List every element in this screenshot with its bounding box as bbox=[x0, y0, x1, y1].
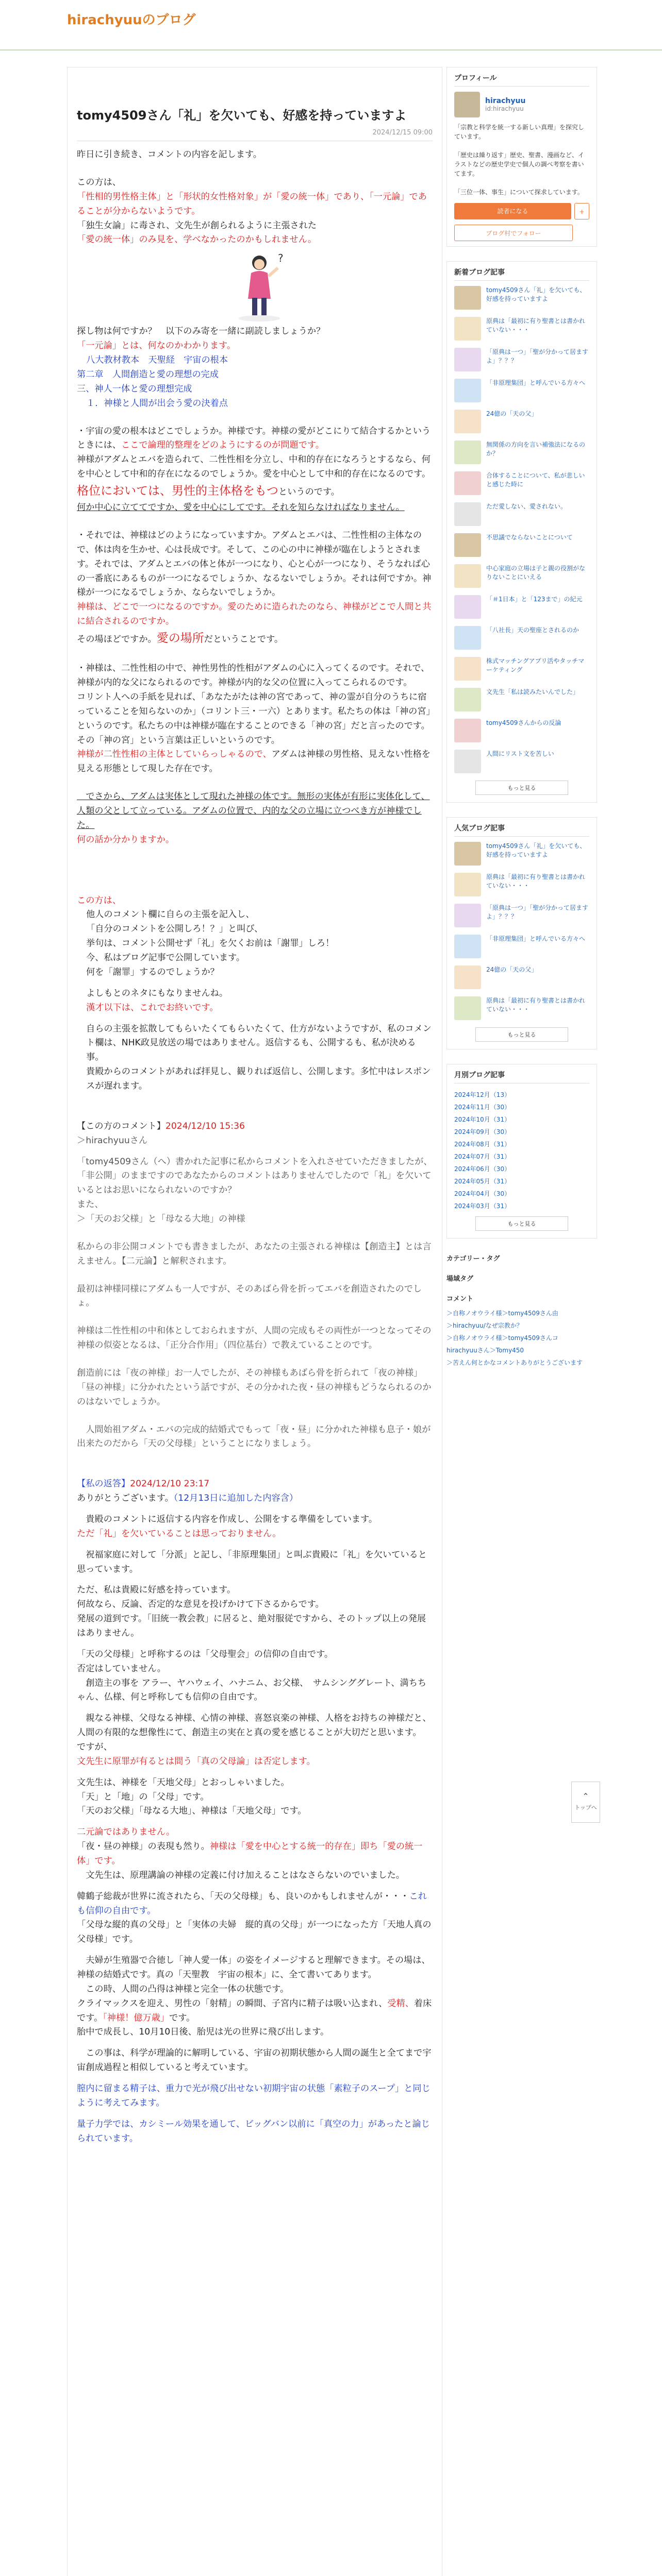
list-item-label: 原典は「最初に有り聖書とは書かれていない・・・ bbox=[486, 997, 586, 1013]
list-item-label: ＞自称ノオウライ様＞tomy4509さん由 bbox=[446, 1310, 558, 1317]
thumbnail-image[interactable] bbox=[454, 996, 481, 1020]
thumbnail-image[interactable] bbox=[454, 719, 481, 742]
list-item[interactable] bbox=[454, 688, 589, 711]
text: （12月13日に追加した内容含） bbox=[173, 1493, 299, 1504]
text: だということです。 bbox=[204, 634, 284, 645]
list-item-label: 中心家庭の立場は子と親の役割がなりないことにいえる bbox=[486, 565, 586, 581]
list-item-label: 2024年08月（31） bbox=[454, 1141, 511, 1148]
list-item-label: 「八社長」天の聖座とされるのか bbox=[486, 626, 580, 634]
paragraph: １．神様と人間が出会う愛の決着点 bbox=[86, 398, 228, 409]
paragraph: 探し物は何ですか？ 以下のみ寄を一緒に副読しましょうか？ bbox=[77, 326, 325, 337]
paragraph: また、 bbox=[77, 1199, 104, 1210]
list-item[interactable] bbox=[454, 1089, 589, 1101]
paragraph: よしもとのネタにもなりませんね。 bbox=[86, 988, 228, 998]
popular-more-button[interactable]: もっと見る bbox=[475, 1027, 568, 1042]
paragraph bbox=[77, 1492, 433, 1506]
list-item[interactable] bbox=[446, 1307, 597, 1319]
list-item-label: hirachyuuさん＞Tomy450 bbox=[446, 1347, 524, 1354]
text: ありがとうございます。 bbox=[77, 1493, 174, 1504]
list-item-label: 株式マッチングアプリ活やタッチマーケティング bbox=[486, 657, 585, 674]
paragraph: 「自分のコメントを公開しろ！？」と叫び、 bbox=[86, 924, 263, 935]
text: ここで論理的整理をどのようにするのが問題です。 bbox=[121, 440, 324, 451]
monthly-more-button[interactable]: もっと見る bbox=[475, 1216, 568, 1231]
list-item[interactable] bbox=[454, 1138, 589, 1150]
list-item-label: 人間にリスト文を苦しい bbox=[486, 750, 554, 757]
recent-posts-box bbox=[446, 261, 597, 803]
list-item-label: 24億の「天の父」 bbox=[486, 966, 538, 973]
tags-section bbox=[446, 1273, 597, 1283]
text: というのです。 bbox=[278, 486, 340, 497]
list-item[interactable] bbox=[454, 842, 589, 866]
text: 受精、 bbox=[387, 1998, 414, 2009]
paragraph: 三、神人一体と愛の理想完成 bbox=[77, 383, 192, 394]
list-item-label: tomy4509さんからの反論 bbox=[486, 719, 561, 726]
paragraph: ですが、 bbox=[77, 1742, 112, 1753]
paragraph bbox=[77, 425, 433, 453]
list-item[interactable] bbox=[454, 440, 589, 464]
thumbnail-image[interactable] bbox=[454, 842, 481, 866]
list-item-label: 2024年04月（30） bbox=[454, 1190, 511, 1197]
list-item[interactable] bbox=[454, 996, 589, 1020]
paragraph: コリント人への手紙を見れば、「あなたがたは神の宮であって、神の霊が自分のうちに宿っていることを知らないのか」（コリント三・一六）とあります。私たちの体は「神の宮」というのです。私たちの中は神様が臨在することのできる「神の宮」だと言ったのです。その「神の宮」という言葉は正しいというのです。 bbox=[77, 692, 431, 745]
sidebar bbox=[446, 67, 597, 2576]
list-item-label: 2024年10月（31） bbox=[454, 1116, 511, 1123]
thumbnail-image[interactable] bbox=[454, 471, 481, 495]
list-item[interactable] bbox=[454, 595, 589, 619]
text: これも信仰の自由です。 bbox=[77, 1891, 427, 1916]
paragraph: 量子力学では、カシミール効果を通して、ビッグバン以前に「真空の力」があったと論じられています。 bbox=[77, 2119, 430, 2144]
comments-list bbox=[446, 1307, 597, 1369]
paragraph bbox=[77, 1120, 433, 1134]
text: アダムは神様の男性格、見えない性格を見える形態として現した存在です。 bbox=[77, 749, 431, 774]
list-item-label: 「非原理集団」と呼んでいる方々へ bbox=[486, 379, 586, 386]
list-item-label: 2024年06月（30） bbox=[454, 1165, 511, 1173]
list-item[interactable] bbox=[454, 533, 589, 557]
follow-button[interactable]: 読者になる bbox=[454, 203, 571, 219]
paragraph: ただ、私は貴殿に好感を持っています。 bbox=[77, 1585, 236, 1596]
post-title: tomy4509さん「礼」を欠いても、好感を持っていますよ bbox=[77, 108, 407, 123]
list-item-label: 原典は「最初に有り聖書とは書かれていない・・・ bbox=[486, 317, 586, 334]
text: もつ bbox=[255, 484, 278, 498]
paragraph: ただ「礼」を欠いていることは思っておりません。 bbox=[77, 1528, 282, 1539]
text: 男性的主体格を bbox=[172, 484, 255, 498]
list-item-label: 無関係の方向を言い補強法になるのか？ bbox=[486, 441, 586, 457]
paragraph: 第二章 人間創造と愛の理想の完成 bbox=[77, 369, 219, 380]
list-item[interactable] bbox=[454, 410, 589, 433]
text: 何か中心に立ててですか、愛を中心にしてです。 bbox=[77, 502, 271, 513]
paragraph bbox=[77, 748, 433, 776]
text: 神様が二性性相の主体としていらっしゃるので、 bbox=[77, 749, 272, 760]
paragraph: この時、人間の凸得は神様と完全一体の状態です。 bbox=[77, 1984, 289, 1994]
monthly-list bbox=[454, 1089, 589, 1212]
list-item-label: ただ愛しない、愛されない。 bbox=[486, 503, 567, 510]
blog-title[interactable]: hirachyuuのブログ bbox=[67, 12, 196, 28]
paragraph: 「一元論」とは、何なのかわかります。 bbox=[77, 341, 236, 351]
text: 韓鶴子総裁が世界に流されたら、「天の父母様」も、良いのかもしれませんが・・・ bbox=[77, 1891, 409, 1902]
list-item[interactable] bbox=[454, 1188, 589, 1200]
paragraph: 夫婦が生殖器で合徳し「神人愛一体」の姿をイメージすると理解できます。その場は、神様の結婚式です。真の「天聖教 宇宙の根本」に、全て書いてあります。 bbox=[77, 1955, 431, 1980]
paragraph bbox=[77, 1890, 433, 1919]
list-item-label: 2024年11月（30） bbox=[454, 1104, 511, 1111]
thumbnail-image[interactable] bbox=[454, 564, 481, 588]
list-item[interactable] bbox=[454, 317, 589, 341]
paragraph: 「天の父母様」と呼称するのは「父母聖会」の信仰の自由です。 bbox=[77, 1649, 334, 1659]
paragraph: この方は、 bbox=[77, 177, 121, 188]
paragraph: 祝福家庭に対して「分派」と記し、「非原理集団」と叫ぶ貴殿に「礼」を欠いていると思っています。 bbox=[77, 1549, 427, 1574]
paragraph bbox=[77, 1997, 433, 2026]
paragraph: 親なる神様、父母なる神様、心情の神様、喜怒哀楽の神様、人格をお持ちの神様だと、人間の有限的な想像性にて、創造主の実在と真の愛を感じることが大切だと思います。 bbox=[77, 1713, 432, 1738]
paragraph: 昨日に引き続き、コメントの内容を記します。 bbox=[77, 149, 262, 160]
plus-icon[interactable]: + bbox=[574, 203, 589, 219]
paragraph: 創造前には「夜の神様」お一人でしたが、その神様もあばら骨を折られて「夜の神様」「昼の神様」に分かれたという話ですが、その分かれた夜・昼の神様もどうなられるのかのはないでしょうか。 bbox=[77, 1367, 432, 1407]
blog-header bbox=[0, 0, 662, 50]
list-item[interactable] bbox=[454, 719, 589, 742]
thumbnail-image[interactable] bbox=[454, 533, 481, 557]
list-item-label: 2024年03月（31） bbox=[454, 1202, 511, 1210]
paragraph: 胎中で成長し、10月10日後、胎児は光の世界に飛び出します。 bbox=[77, 2027, 329, 2038]
profile-box bbox=[446, 67, 597, 247]
paragraph: この方は、 bbox=[77, 895, 121, 906]
list-item-label: 2024年09月（30） bbox=[454, 1128, 511, 1136]
category-section bbox=[446, 1253, 597, 1263]
paragraph: でさから、アダムは実体として現れた神様の体です。無形の実体が有形に実体化して、人類の父として立っている。アダムの位置で、内的な父の立場に立つべき方が神様でした。 bbox=[77, 791, 430, 831]
monthly-heading: 月別ブログ記事 bbox=[454, 1070, 589, 1083]
list-item-label: 「原典は一つ」「聖が分かって居ますよ」？？？ bbox=[486, 904, 589, 921]
paragraph: 否定はしていません。 bbox=[77, 1663, 166, 1674]
profile-id: id:hirachyuu bbox=[485, 105, 524, 112]
paragraph: 最初は神様同様にアダムも一人ですが、そのあばら骨を折ってエバを創造されたのでしょ。 bbox=[77, 1283, 422, 1309]
paragraph: 何を「謝罪」するのでしょうか？ bbox=[86, 967, 219, 977]
paragraph: 人間始祖アダム・エバの完成的結婚式でもって「夜・昼」に分かれた神様も息子・娘が出来たのだから「天の父母様」ということになりましょう。 bbox=[77, 1424, 431, 1449]
paragraph: 何の話か分かりますか。 bbox=[77, 834, 175, 845]
text: 【私の返答】 bbox=[77, 1479, 130, 1489]
paragraph: 神様がアダムとエバを造られて、二性性相を分立し、中和的存在になろうとするなら、何を中心として中和的存在になるのでしょうか。愛を中心として中和的存在になるのです。 bbox=[77, 454, 431, 480]
list-item-label: tomy4509さん「礼」を欠いても、好感を持っていますよ bbox=[486, 842, 586, 859]
paragraph bbox=[77, 1840, 433, 1869]
back-to-top-button[interactable] bbox=[571, 1782, 600, 1823]
paragraph: 漢才以下は、これでお終いです。 bbox=[86, 1002, 219, 1013]
paragraph bbox=[77, 1477, 433, 1492]
text: 「神様！億万歳」 bbox=[103, 2012, 170, 2023]
list-item[interactable] bbox=[454, 873, 589, 896]
paragraph: 貴殿のコメントに返信する内容を作成し、公開をする準備をしています。 bbox=[77, 1514, 378, 1524]
list-item-label: 2024年12月（13） bbox=[454, 1091, 511, 1098]
list-item[interactable] bbox=[454, 965, 589, 989]
list-item[interactable] bbox=[446, 1357, 597, 1369]
profile-name[interactable]: hirachyuu bbox=[485, 97, 526, 105]
monthly-box bbox=[446, 1064, 597, 1239]
list-item-label: 文先生「私は読みたいんでした」 bbox=[486, 688, 580, 696]
list-item[interactable] bbox=[454, 348, 589, 371]
list-item-label: ＞自称ノオウライ様＞tomy4509さんコ bbox=[446, 1334, 558, 1342]
thumbnail-image[interactable] bbox=[454, 965, 481, 989]
thumbnail-image[interactable] bbox=[454, 873, 481, 896]
paragraph: 発展の道到です。「旧統一教会教」に居ると、絶対服従ですから、そのトップ以上の発展はありません。 bbox=[77, 1614, 426, 1638]
chevron-up-icon: ⌃ bbox=[582, 1791, 589, 1801]
popular-list bbox=[454, 842, 589, 1020]
list-item[interactable] bbox=[454, 286, 589, 310]
list-item[interactable] bbox=[454, 379, 589, 402]
list-item[interactable] bbox=[446, 1332, 597, 1344]
list-item[interactable] bbox=[454, 1163, 589, 1175]
list-item[interactable] bbox=[454, 564, 589, 588]
paragraph: 「性相的男性格主体」と「形状的女性格対象」が「愛の統一体」であり、「一元論」であることが分からないようです。 bbox=[77, 191, 427, 216]
recent-heading: 新着ブログ記事 bbox=[454, 267, 589, 281]
thumbnail-image[interactable] bbox=[454, 348, 481, 371]
paragraph: 挙句は、コメント公開せず「礼」を欠くお前は「謝罪」しろ！ bbox=[86, 938, 335, 949]
thumbnail-image[interactable] bbox=[454, 626, 481, 650]
list-item-label: 24億の「天の父」 bbox=[486, 410, 538, 417]
paragraph bbox=[77, 501, 433, 515]
list-item-label: tomy4509さん「礼」を欠いても、好感を持っていますよ bbox=[486, 286, 586, 303]
list-item[interactable] bbox=[454, 904, 589, 927]
thinking-person-icon bbox=[228, 247, 290, 325]
paragraph: 創造主の事を アラー、ヤハウェイ、ハナニム、お父様、 サムシンググレート、満ちちゃん、仏様、何と呼称しても信仰の自由です。 bbox=[77, 1677, 427, 1703]
text: 【この方のコメント】 bbox=[77, 1121, 166, 1131]
paragraph: この事は、科学が理論的に解明している、宇宙の初期状態から人間の誕生と全てまで宇宙創成過程と相似していると考えています。 bbox=[77, 2048, 432, 2073]
list-item-label: ＞hirachyuu/なぜ宗教か？ bbox=[446, 1322, 523, 1329]
list-item-label: 不思議でならないことについて bbox=[486, 534, 573, 541]
paragraph: 「愛の統一体」のみ見を、学べなかったのかもしれません。 bbox=[77, 234, 317, 245]
text: 「夜・昼の神様」の表現も然り。 bbox=[77, 1841, 210, 1852]
text: 格位においては、 bbox=[77, 484, 172, 498]
paragraph: 自らの主張を拡散してもらいたくてもらいたくて、仕方がないようですが、私のコメント欄は、NHK政見放送の場ではありません。返信するも、公開するも、私が決める事。 bbox=[86, 1023, 432, 1063]
post-date: 2024/12/15 09:00 bbox=[77, 129, 433, 141]
list-item[interactable] bbox=[454, 1113, 589, 1126]
list-item[interactable] bbox=[454, 471, 589, 495]
text: ・宇宙の愛の根本はどこでしょうか。神様です。神様の愛がどこにりて結合するかというときには、 bbox=[77, 426, 431, 451]
list-item-label: 2024年05月（31） bbox=[454, 1178, 511, 1185]
list-item[interactable] bbox=[454, 657, 589, 681]
list-item[interactable] bbox=[454, 502, 589, 526]
thumbnail-image[interactable] bbox=[454, 410, 481, 433]
paragraph: 私からの非公開コメントでも書きましたが、あなたの主張される神様は【創造主】とは言えません。【二元論】と解釈されます。 bbox=[77, 1241, 432, 1266]
profile-text: 「宗教と科学を統一する新しい真理」を探究しています。 「歴史は繰り返す」歴史、聖書、漫画など、イラストなどの歴史学史で個人の調べ考察を書いてます。 「三位一体、事生」について探求しています。 bbox=[454, 124, 585, 196]
back-to-top-label: トップへ bbox=[574, 1804, 597, 1811]
list-item-label: 「非原理集団」と呼んでいる方々へ bbox=[486, 935, 586, 942]
list-item-label: 2024年07月（31） bbox=[454, 1153, 511, 1160]
paragraph: 文先生は、神様を「天地父母」とおっしゃいました。 bbox=[77, 1777, 290, 1788]
list-item[interactable] bbox=[454, 750, 589, 773]
recent-more-button[interactable]: もっと見る bbox=[475, 781, 568, 795]
paragraph: 「独生女論」に毒され、文先生が創られるように主張された bbox=[77, 220, 317, 231]
thumbnail-image[interactable] bbox=[454, 286, 481, 310]
blogmura-follow-button[interactable]: ブログ村でフォロー bbox=[454, 225, 573, 241]
list-item[interactable] bbox=[454, 626, 589, 650]
paragraph: 文先生は、原理講論の神様の定義に付け加えることはなさらないのでいました。 bbox=[77, 1870, 405, 1880]
list-item[interactable] bbox=[446, 1319, 597, 1332]
list-item[interactable] bbox=[454, 1150, 589, 1163]
paragraph: 貴殿からのコメントがあれば拝見し、観りれば返信し、公開します。多忙中はレスポンスが遅れます。 bbox=[86, 1066, 431, 1091]
list-item[interactable] bbox=[446, 1344, 597, 1357]
text: 神様は「愛を中心とする統一的存在」即ち「愛の統一体」です。 bbox=[77, 1841, 423, 1867]
list-item[interactable] bbox=[454, 1101, 589, 1113]
category-heading: カテゴリー・タグ bbox=[446, 1255, 500, 1263]
text: その場ほどですか。 bbox=[77, 634, 157, 645]
paragraph: 神様は二性性相の中和体としておられますが、人間の完成もその両性が一つとなってその神様の似姿となるは、「正分合作用」（四位基台）で教えていることのです。 bbox=[77, 1326, 432, 1351]
thumbnail-image[interactable] bbox=[454, 657, 481, 681]
profile-heading: プロフィール bbox=[454, 73, 589, 87]
paragraph: ＞hirachyuuさん bbox=[77, 1135, 148, 1146]
list-item[interactable] bbox=[454, 1175, 589, 1188]
list-item[interactable] bbox=[454, 1126, 589, 1138]
paragraph: 「tomy4509さん（へ）書かれた記事に私からコメントを入れさせていただきましたが、「非公開」のままですのであなたからのコメントはありませんでしたので「礼」を欠いているとはお思いになられないのですか？ bbox=[77, 1156, 433, 1196]
text: 愛の場所 bbox=[156, 632, 204, 646]
list-item-label: 原典は「最初に有り聖書とは書かれていない・・・ bbox=[486, 873, 586, 890]
avatar[interactable] bbox=[454, 92, 480, 117]
paragraph: 何故なら、反論、否定的な意見を投げかけて下さるからです。 bbox=[77, 1599, 324, 1610]
text: 2024/12/10 23:17 bbox=[130, 1479, 210, 1489]
paragraph: ＞「天のお父様」と「母なる大地」の神様 bbox=[77, 1213, 245, 1224]
paragraph: ・神様は、二性性相の中で、神性男性的性相がアダムの心に入ってくるのです。それで、神様が内的な父になられるのです。神様が内的な父の位置に入ってこられるのです。 bbox=[77, 663, 430, 688]
paragraph: 神様は、どこで一つになるのですか。愛のために造られたのなら、神様がどこで人間と共に結合されるのですか。 bbox=[77, 602, 432, 627]
illustration bbox=[77, 247, 433, 325]
list-item-label: ＞苦えん何とかなコメントありがとうございます bbox=[446, 1359, 583, 1366]
paragraph: 八大教材教本 天聖経 宇宙の根本 bbox=[86, 355, 228, 366]
paragraph: 今、私はブログ記事で公開しています。 bbox=[86, 953, 245, 963]
list-item[interactable] bbox=[454, 935, 589, 958]
comments-section bbox=[446, 1293, 597, 1369]
list-item-label: 「＃1日本」と「123まで」の紀元 bbox=[486, 596, 583, 603]
thumbnail-image[interactable] bbox=[454, 379, 481, 402]
thumbnail-image[interactable] bbox=[454, 750, 481, 773]
recent-list bbox=[454, 286, 589, 773]
paragraph: 文先生に原罪が有るとは間う「真の父母論」は否定します。 bbox=[77, 1756, 316, 1767]
paragraph: 「父母な縦的真の父母」と「実体の夫婦 縦的真の父母」が一つになった方「天地人真の父母様」です。 bbox=[77, 1920, 432, 1945]
thumbnail-image[interactable] bbox=[454, 688, 481, 711]
list-item-label: 「原典は一つ」「聖が分かって居ますよ」？？？ bbox=[486, 348, 589, 365]
thumbnail-image[interactable] bbox=[454, 502, 481, 526]
comments-heading: コメント bbox=[446, 1295, 474, 1303]
paragraph: 二元論ではありません。 bbox=[77, 1827, 175, 1838]
text: それを知らなければなりません。 bbox=[271, 502, 405, 513]
paragraph: ・それでは、神様はどのようになっていますか。アダムとエバは、二性性相の主体なので、体は肉を生かせ、心は長成です。そして、この心の中に神様が臨在しようとされます。それでは、アダムとエバの体と体が一つになり、心と心が一つになり、そうなれば心の一番底にあるものが一つになるでしょうか、なるないでしょうか。それは何ですか。神様が一つになるでしょうか、ならないでしょうか。 bbox=[77, 530, 432, 598]
text: クライマックスを迎え、男性の「射精」の瞬間、子宮内に精子は吸い込まれ、 bbox=[77, 1998, 388, 2009]
list-item-label: 合体することについて、私が悲しいと感じた時に bbox=[486, 472, 585, 488]
tags-heading: 場域タグ bbox=[446, 1275, 474, 1283]
paragraph bbox=[77, 482, 433, 501]
thumbnail-image[interactable] bbox=[454, 935, 481, 958]
paragraph: 「天のお父様」「母なる大地」、神様は「天地父母」です。 bbox=[77, 1806, 307, 1817]
text: 着床です。 bbox=[77, 1998, 432, 2023]
popular-posts-box bbox=[446, 817, 597, 1049]
text: 2024/12/10 15:36 bbox=[165, 1121, 245, 1131]
post-body bbox=[77, 141, 433, 2146]
svg-text:?: ? bbox=[278, 252, 284, 265]
list-item[interactable] bbox=[454, 1200, 589, 1212]
article bbox=[67, 67, 442, 2576]
text: です。 bbox=[169, 2012, 195, 2023]
paragraph bbox=[77, 629, 433, 648]
thumbnail-image[interactable] bbox=[454, 440, 481, 464]
popular-heading: 人気ブログ記事 bbox=[454, 823, 589, 837]
thumbnail-image[interactable] bbox=[454, 904, 481, 927]
paragraph: 他人のコメント欄に自らの主張を記入し、 bbox=[86, 909, 255, 920]
paragraph: 膣内に留まる精子は、重力で光が飛び出せない初期宇宙の状態「素粒子のスープ」と同じように考えてみます。 bbox=[77, 2083, 431, 2108]
thumbnail-image[interactable] bbox=[454, 595, 481, 619]
paragraph: 「天」と「地」の「父母」です。 bbox=[77, 1791, 209, 1802]
thumbnail-image[interactable] bbox=[454, 317, 481, 341]
